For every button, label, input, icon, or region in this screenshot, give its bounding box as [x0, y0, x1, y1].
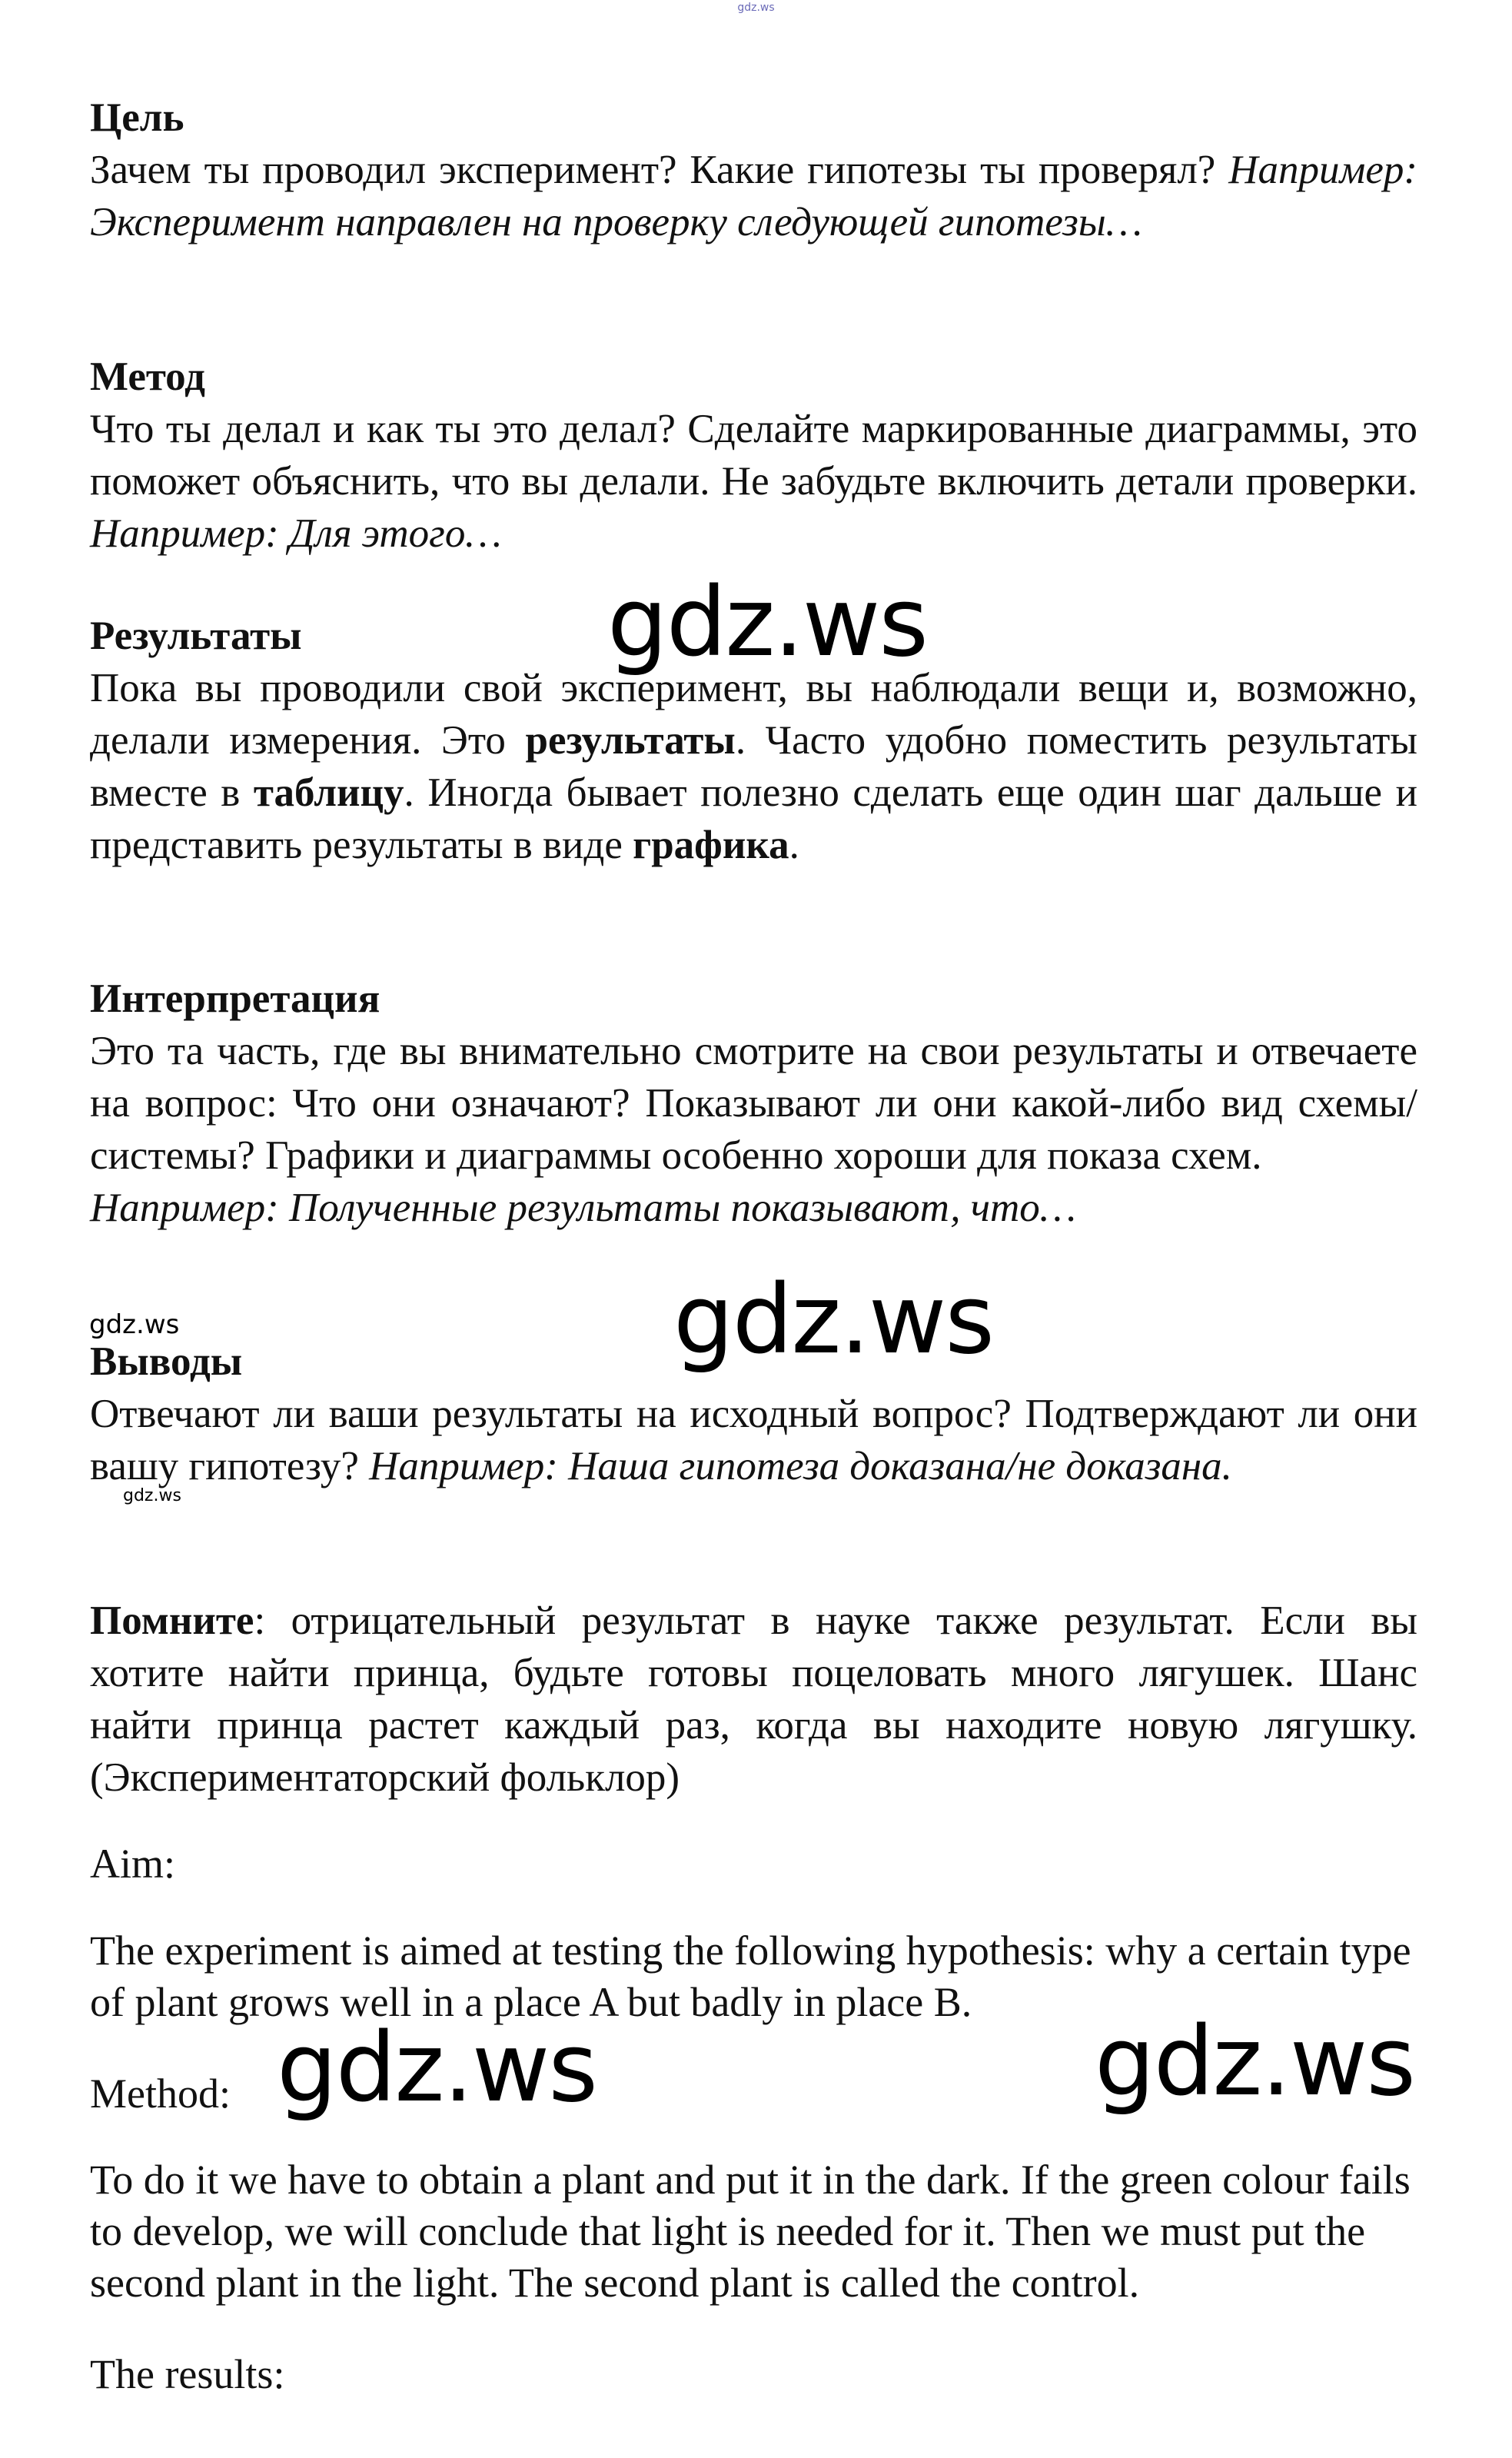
interpretation-example-text: Например: Полученные результаты показывают, что…	[90, 1186, 1076, 1230]
goal-section	[90, 91, 1417, 248]
watermark-gdz-3: gdz.ws	[277, 2013, 596, 2124]
watermark-gdz-small: gdz.ws	[89, 1309, 180, 1340]
remember-paragraph	[90, 1595, 1417, 1804]
remember-label: Помните	[90, 1598, 254, 1643]
results-heading: Результаты	[90, 614, 302, 658]
results-text-2: . Часто удобно поместить результаты вместе в	[90, 718, 1417, 815]
method-text: Что ты делал и как ты это делал? Сделайте маркированные диаграммы, это поможет объяснить, что вы делали. Не забудьте включить детали проверки.	[90, 407, 1417, 504]
method-label-en: Method:	[90, 2071, 231, 2117]
results-label-en: The results:	[90, 2351, 285, 2397]
watermark-gdz-4: gdz.ws	[1095, 2007, 1414, 2117]
conclusions-example: Например: Наша гипотеза доказана/не доказана.	[369, 1444, 1232, 1488]
interpretation-section	[90, 973, 1417, 1234]
method-heading: Метод	[90, 354, 205, 399]
top-watermark: gdz.ws	[737, 2, 775, 14]
method-paragraph	[90, 403, 1417, 560]
goal-paragraph	[90, 144, 1417, 248]
results-paragraph	[90, 662, 1417, 871]
watermark-gdz-1: gdz.ws	[607, 567, 927, 678]
aim-label: Aim:	[90, 1841, 176, 1887]
conclusions-text: Отвечают ли ваши результаты на исходный вопрос? Подтверждают ли они вашу гипотезу?	[90, 1392, 1417, 1488]
results-text-4: .	[789, 823, 799, 867]
interpretation-example	[90, 1182, 1417, 1234]
method-section	[90, 351, 1417, 560]
interpretation-paragraph: Это та часть, где вы внимательно смотрите на свои результаты и отвечаете на вопрос: Что они означают? Показывают ли они какой-либо вид схемы/системы? Графики и диаграммы особенно хороши для показа схем.	[90, 1029, 1417, 1178]
remember-text: : отрицательный результат в науке также результат. Если вы хотите найти принца, будьте готовы поцеловать много лягушек. Шанс найти принца растет каждый раз, когда вы находите новую лягушку. (Экспериментаторский фольклор)	[90, 1598, 1417, 1800]
results-bold-graph: графика	[633, 823, 789, 867]
results-text-3: . Иногда бывает полезно сделать еще один шаг дальше и представить результаты в виде	[90, 770, 1417, 867]
goal-text: Зачем ты проводил эксперимент? Какие гипотезы ты проверял?	[90, 148, 1229, 192]
method-text-en: To do it we have to obtain a plant and put it in the dark. If the green colour fails to develop, we will conclude that light is needed for it. Then we must put the second plant in the light. The second plant is called the control.	[90, 2157, 1411, 2306]
aim-text: The experiment is aimed at testing the following hypothesis: why a certain type of plant grows well in a place A but badly in place B.	[90, 1927, 1411, 2025]
watermark-gdz-2: gdz.ws	[673, 1265, 993, 1375]
watermark-gdz-tiny: gdz.ws	[123, 1486, 181, 1505]
results-bold-table: таблицу	[253, 770, 404, 815]
interpretation-heading: Интерпретация	[90, 976, 380, 1021]
goal-heading: Цель	[90, 95, 184, 140]
results-text-1: Пока вы проводили свой эксперимент, вы наблюдали вещи и, возможно, делали измерения. Это	[90, 666, 1417, 763]
conclusions-heading: Выводы	[90, 1339, 243, 1384]
conclusions-paragraph	[90, 1388, 1417, 1492]
goal-example: Например: Эксперимент направлен на проверку следующей гипотезы…	[90, 148, 1417, 244]
results-bold-results: результаты	[525, 718, 736, 763]
method-example: Например: Для этого…	[90, 511, 502, 556]
